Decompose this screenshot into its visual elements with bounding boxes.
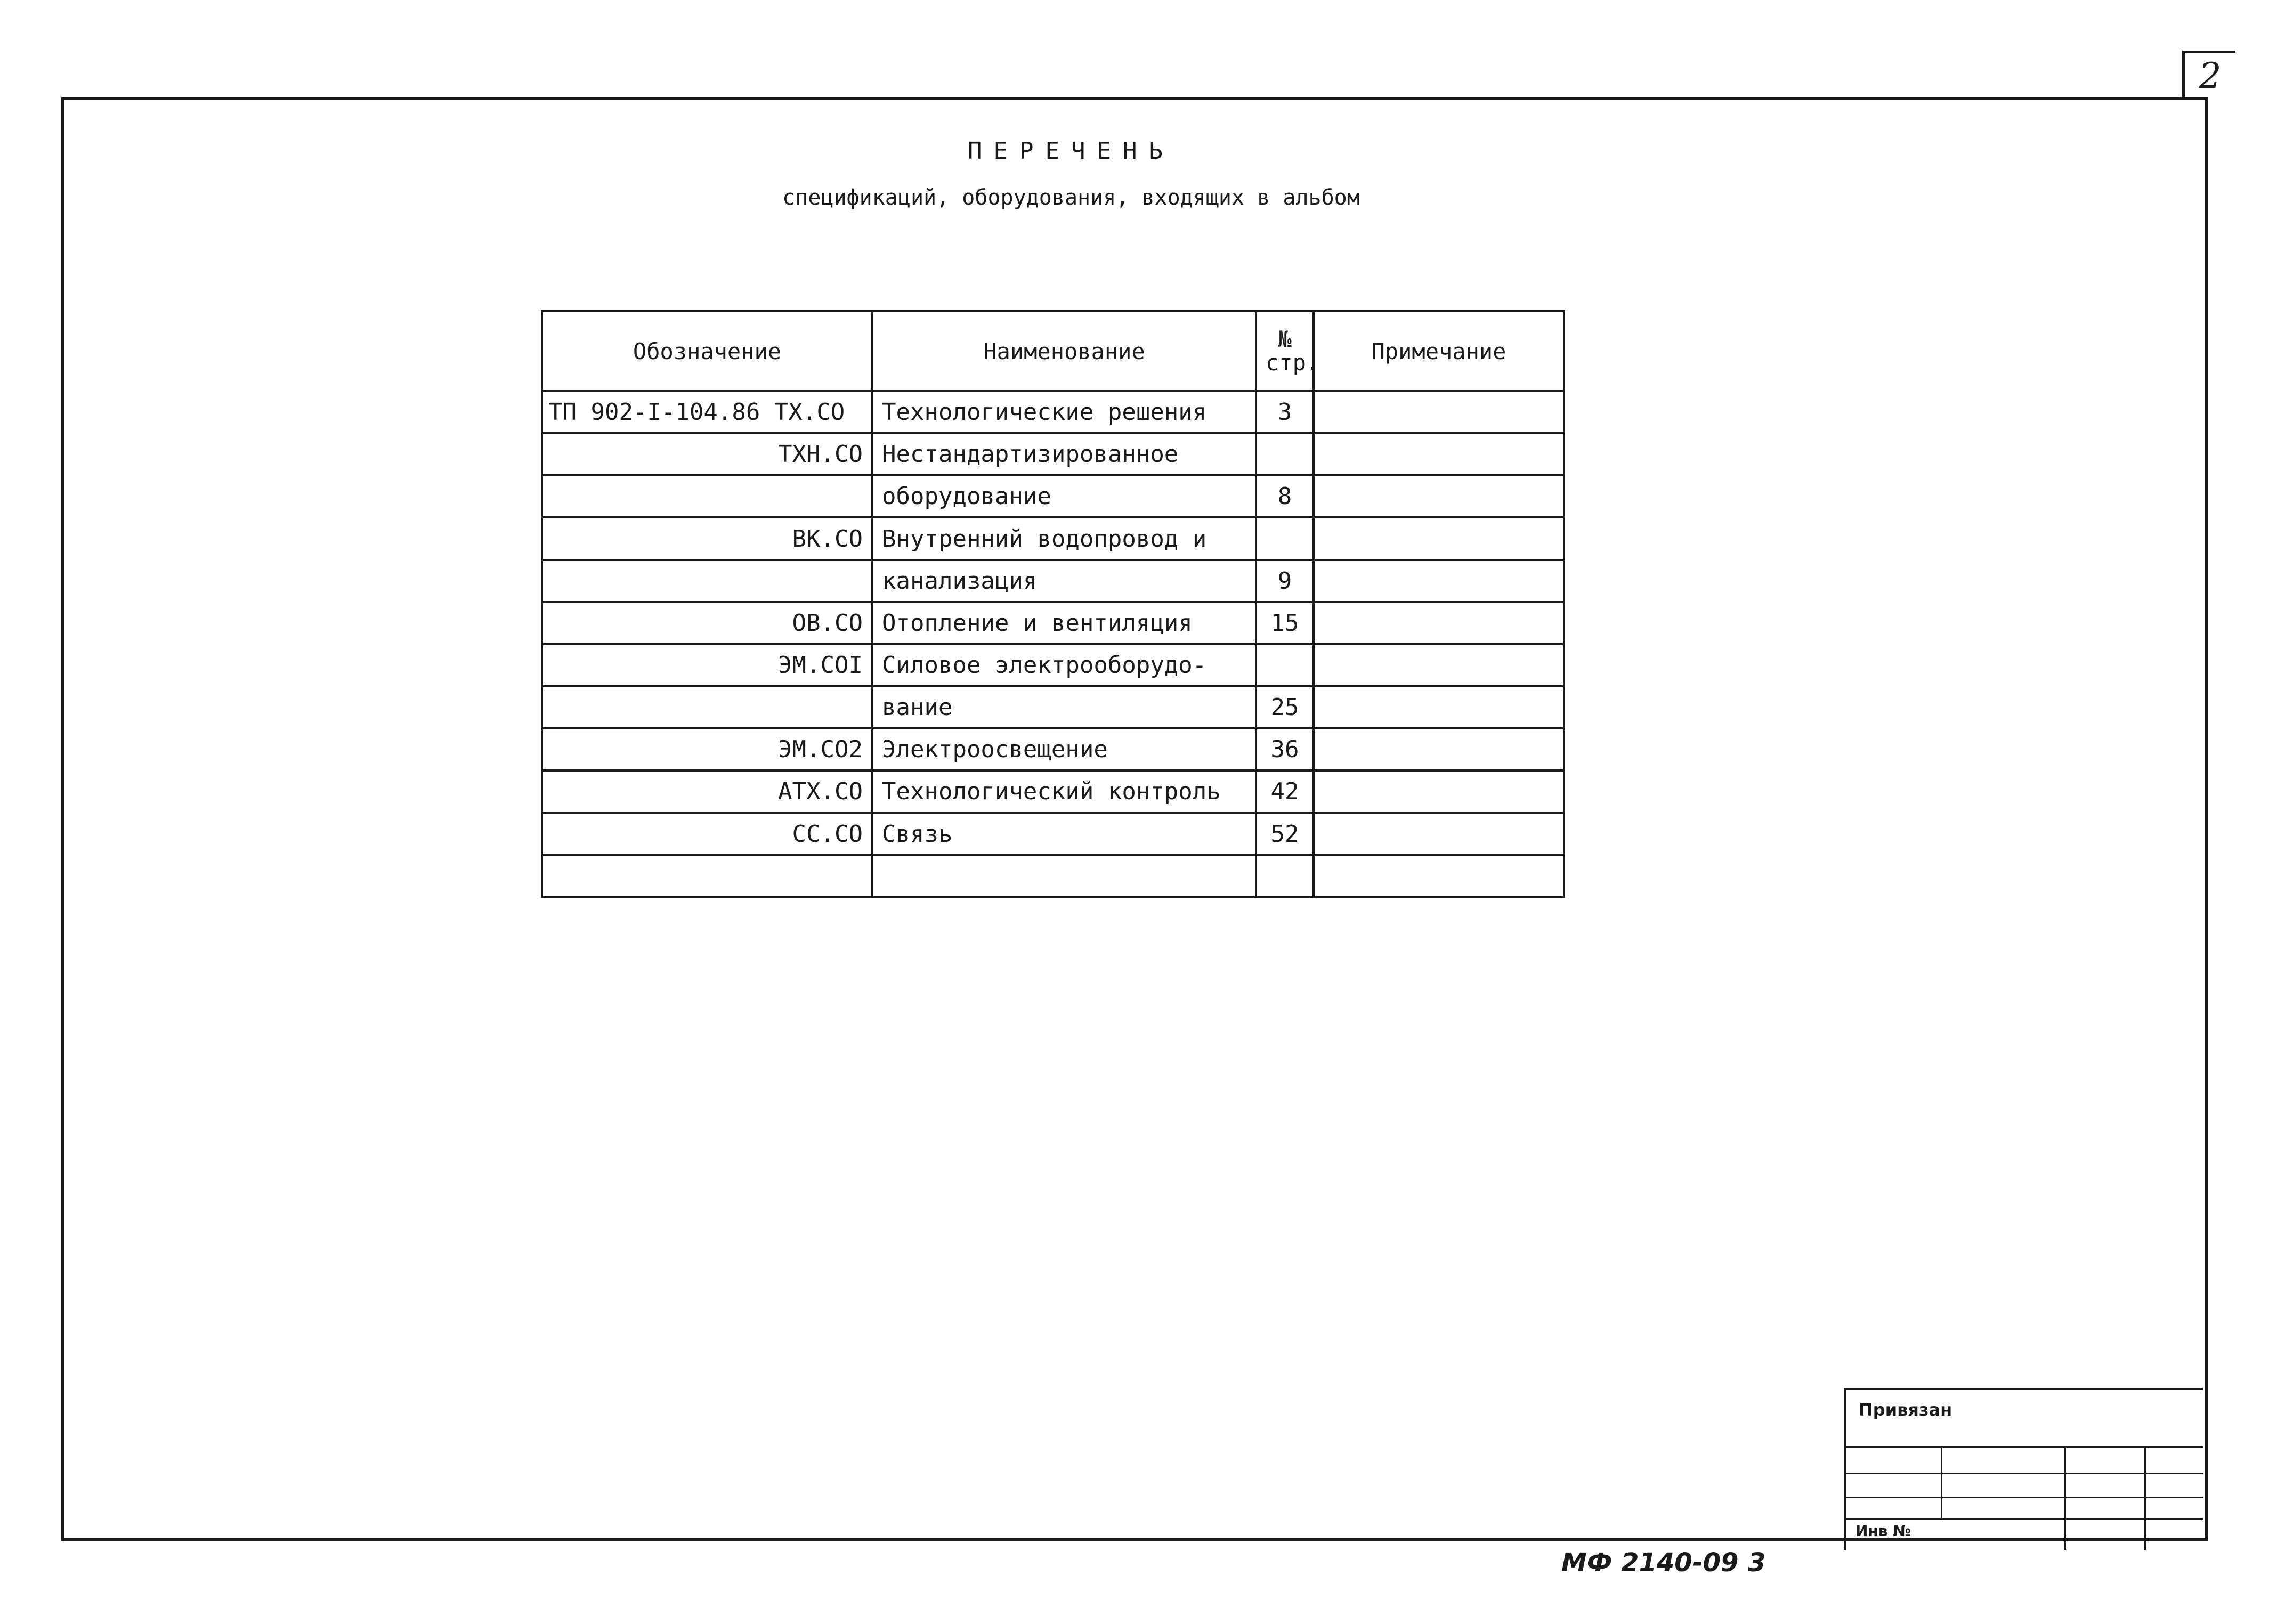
header-page xyxy=(1256,311,1320,391)
row-code xyxy=(542,686,872,728)
row-note xyxy=(1314,560,1564,602)
row-name: Отопление и вентиляция xyxy=(872,602,1256,644)
row-page: 3 xyxy=(1256,391,1314,433)
table-row xyxy=(542,475,1564,517)
row-code xyxy=(542,560,872,602)
row-page xyxy=(1256,433,1314,475)
row-name: Электроосвещение xyxy=(872,728,1256,770)
table-row xyxy=(542,770,1564,813)
row-page: 15 xyxy=(1256,602,1314,644)
stamp-line xyxy=(1846,1497,2203,1498)
table-header-row xyxy=(542,311,1564,391)
row-name: Технологические решения xyxy=(872,391,1256,433)
table-row xyxy=(542,644,1564,686)
table-row xyxy=(542,686,1564,728)
row-page: 8 xyxy=(1256,475,1314,517)
stamp-divider xyxy=(2064,1446,2066,1550)
header-name: Наименование xyxy=(872,311,1256,391)
row-note xyxy=(1314,391,1564,433)
row-page: 9 xyxy=(1256,560,1314,602)
row-note xyxy=(1314,813,1564,855)
row-name: Силовое электрооборудо- xyxy=(872,644,1256,686)
row-code: ВК.СО xyxy=(542,517,872,559)
row-page: 36 xyxy=(1256,728,1314,770)
row-note xyxy=(1314,517,1564,559)
row-note xyxy=(1314,475,1564,517)
row-note xyxy=(1314,602,1564,644)
table-row xyxy=(542,728,1564,770)
row-name xyxy=(872,855,1256,897)
row-name: вание xyxy=(872,686,1256,728)
table-row xyxy=(542,813,1564,855)
table-row xyxy=(542,560,1564,602)
stamp-divider xyxy=(1941,1446,1942,1518)
row-page xyxy=(1256,517,1314,559)
table-row xyxy=(542,855,1564,897)
row-code: ТП 902-I-104.86 ТХ.СО xyxy=(542,391,872,433)
row-code: ОВ.СО xyxy=(542,602,872,644)
row-code: СС.СО xyxy=(542,813,872,855)
row-page: 42 xyxy=(1256,770,1314,813)
row-code xyxy=(542,475,872,517)
row-page xyxy=(1256,855,1314,897)
stamp-caption: Привязан xyxy=(1859,1400,1952,1420)
stamp-line xyxy=(1846,1473,2203,1474)
row-note xyxy=(1314,855,1564,897)
row-code: ЭМ.СО2 xyxy=(542,728,872,770)
stamp-inventory-label: Инв № xyxy=(1855,1522,1911,1540)
table-row xyxy=(542,391,1564,433)
row-name: канализация xyxy=(872,560,1256,602)
row-page: 25 xyxy=(1256,686,1314,728)
page-title: ПЕРЕЧЕНЬ xyxy=(968,137,1174,165)
header-code: Обозначение xyxy=(542,311,872,391)
sheet-number: 3 xyxy=(1748,1548,1766,1578)
table-row xyxy=(542,602,1564,644)
header-page-number-sign: № xyxy=(1278,326,1292,352)
table-row xyxy=(542,433,1564,475)
page-subtitle: спецификаций, оборудования, входящих в альбом xyxy=(782,185,1360,210)
row-name: Связь xyxy=(872,813,1256,855)
row-page xyxy=(1256,644,1314,686)
approval-stamp xyxy=(1844,1388,2203,1550)
row-name: Технологический контроль xyxy=(872,770,1256,813)
row-note xyxy=(1314,433,1564,475)
stamp-divider xyxy=(2144,1446,2146,1550)
row-note xyxy=(1314,770,1564,813)
header-note: Примечание xyxy=(1314,311,1564,391)
row-note xyxy=(1314,644,1564,686)
row-code: АТХ.СО xyxy=(542,770,872,813)
document-code: МФ 2140-09 xyxy=(1561,1548,1739,1578)
stamp-line xyxy=(1846,1518,2203,1520)
stamp-line xyxy=(1846,1446,2203,1448)
row-name: оборудование xyxy=(872,475,1256,517)
row-note xyxy=(1314,728,1564,770)
row-code xyxy=(542,855,872,897)
row-code: ТХН.СО xyxy=(542,433,872,475)
row-name: Внутренний водопровод и xyxy=(872,517,1256,559)
row-note xyxy=(1314,686,1564,728)
row-name: Нестандартизированное xyxy=(872,433,1256,475)
row-page: 52 xyxy=(1256,813,1314,855)
row-code: ЭМ.СОI xyxy=(542,644,872,686)
header-page-label: стр. xyxy=(1266,350,1320,376)
page-number: 2 xyxy=(2182,51,2235,100)
table-row xyxy=(542,517,1564,559)
specification-table xyxy=(541,310,1565,898)
